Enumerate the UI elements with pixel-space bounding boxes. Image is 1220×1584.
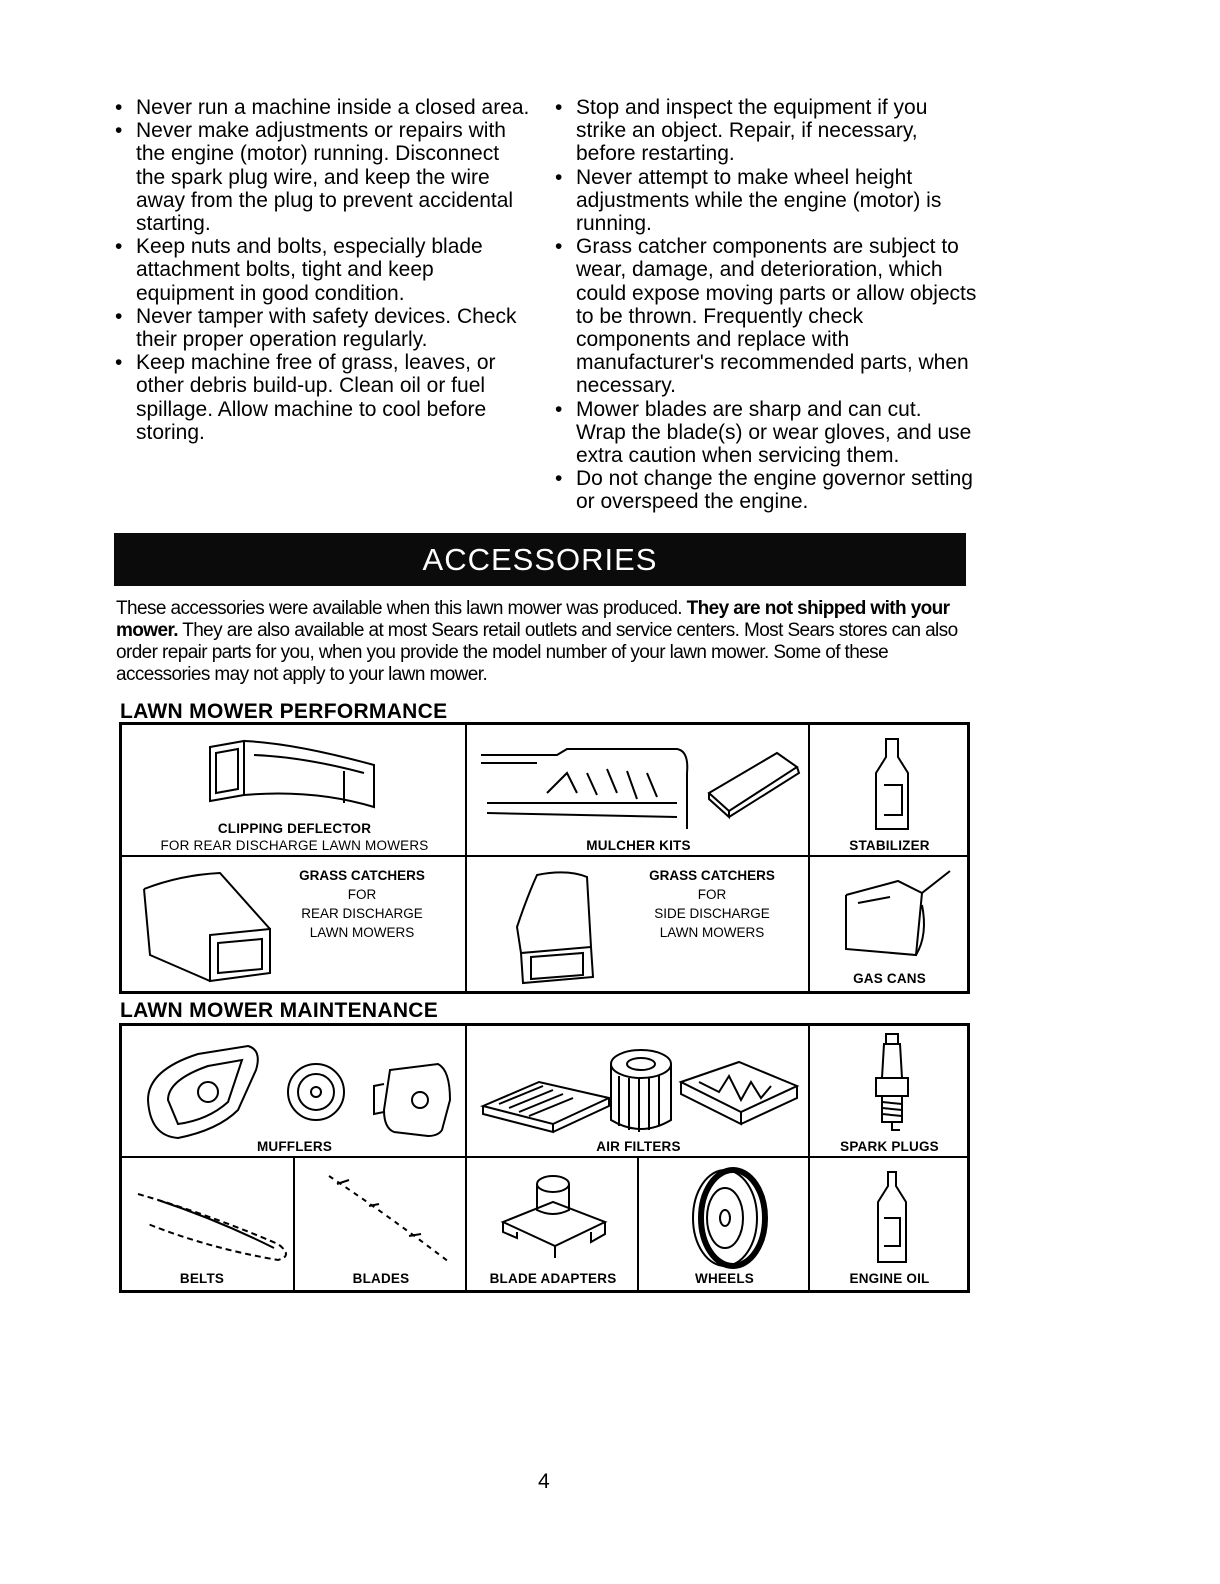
engine-oil-cell [809,1157,968,1291]
blade-adapters-cell [466,1157,638,1291]
wheels-cell [638,1157,809,1291]
side-catchers-line-3: SIDE DISCHARGE [654,906,770,921]
mufflers-icon [138,1040,458,1140]
maintenance-heading: LAWN MOWER MAINTENANCE [120,999,439,1022]
banner-title: ACCESSORIES [422,541,658,577]
accessories-banner [114,533,966,586]
safety-rules-left-column [112,96,532,444]
stabilizer-cell [809,724,968,856]
mufflers-cell [121,1025,466,1157]
safety-rule: • Stop and inspect the equipment if you strike an object. Repair, if necessary, before restarting. [552,96,977,166]
rear-grass-catchers-label [262,866,462,942]
gas-cans-cell [809,856,968,992]
safety-rule: • Never attempt to make wheel height adjustments while the engine (motor) is running. [552,166,977,236]
side-catchers-line-1: GRASS CATCHERS [649,868,775,883]
safety-rule: • Keep nuts and bolts, especially blade attachment bolts, tight and keep equipment in good condition. [112,235,532,305]
rear-catchers-line-2: FOR [347,887,377,902]
rear-catchers-line-4: LAWN MOWERS [309,925,415,940]
belts-cell [121,1157,294,1291]
side-grass-catcher-icon [507,867,607,987]
rear-grass-catchers-cell [121,856,466,992]
stabilizer-label: STABILIZER [849,838,930,853]
gas-can-icon [838,865,958,961]
side-catchers-line-4: LAWN MOWERS [659,925,765,940]
intro-text-2: They are also available at most Sears retail outlets and service centers. Most Sears stores can also order repair parts for you, when you provide the model number of your lawn mower. Some of these accessories may not apply to your lawn mower. [116,620,958,685]
accessories-intro [116,598,976,686]
rear-catchers-line-1: GRASS CATCHERS [299,868,425,883]
safety-rule: • Never tamper with safety devices. Check their proper operation regularly. [112,305,532,351]
spark-plugs-label: SPARK PLUGS [840,1139,939,1154]
mulcher-kits-label: MULCHER KITS [586,838,691,853]
maintenance-grid [119,1023,970,1293]
intro-bold-note: They are not shipped with your mower. [116,598,950,641]
safety-rule: • Mower blades are sharp and can cut. Wrap the blade(s) or wear gloves, and use extra caution when servicing them. [552,398,977,468]
blades-cell [294,1157,466,1291]
blades-icon [309,1166,459,1266]
safety-rule: • Do not change the engine governor setting or overspeed the engine. [552,467,977,513]
belts-label: BELTS [179,1271,225,1286]
rear-grass-catcher-icon [140,869,280,984]
clipping-deflector-label: CLIPPING DEFLECTOR [217,821,372,836]
blade-adapter-icon [493,1166,613,1266]
side-grass-catchers-label [617,866,807,942]
page-number: 4 [538,1470,550,1493]
engine-oil-label: ENGINE OIL [849,1271,930,1286]
mufflers-label: MUFFLERS [256,1139,333,1154]
belts-icon [128,1164,292,1264]
side-catchers-line-2: FOR [697,887,727,902]
intro-text-1: These accessories were available when this lawn mower was produced. [116,598,687,619]
side-grass-catchers-cell [466,856,809,992]
safety-rule: • Keep machine free of grass, leaves, or other debris build-up. Clean oil or fuel spillage. Allow machine to cool before storing. [112,351,532,444]
performance-grid [119,722,970,994]
clipping-deflector-icon [204,737,384,817]
air-filters-icon [479,1042,801,1138]
spark-plug-icon [868,1030,916,1138]
mulcher-kit-icon [477,733,807,833]
gas-cans-label: GAS CANS [853,971,926,986]
safety-rules-right-column [552,96,977,514]
safety-rule: • Never make adjustments or repairs with the engine (motor) running. Disconnect the spark plug wire, and keep the wire away from the plug to prevent accidental starting. [112,119,532,235]
blades-label: BLADES [352,1271,410,1286]
safety-rule: • Grass catcher components are subject to wear, damage, and deterioration, which could expose moving parts or allow objects to be thrown. Frequently check components and replace with manufacturer's recommended parts, when necessary. [552,235,977,397]
air-filters-label: AIR FILTERS [596,1139,681,1154]
clipping-deflector-sublabel: FOR REAR DISCHARGE LAWN MOWERS [160,838,429,853]
spark-plugs-cell [809,1025,968,1157]
air-filters-cell [466,1025,809,1157]
wheels-label: WHEELS [695,1271,754,1286]
engine-oil-bottle-icon [862,1168,922,1268]
safety-rule: • Never run a machine inside a closed area. [112,96,532,119]
performance-heading: LAWN MOWER PERFORMANCE [120,700,448,723]
mulcher-kits-cell [466,724,809,856]
wheel-icon [683,1164,773,1272]
stabilizer-bottle-icon [862,735,922,835]
rear-catchers-line-3: REAR DISCHARGE [301,906,423,921]
clipping-deflector-cell [121,724,466,856]
blade-adapters-label: BLADE ADAPTERS [489,1271,617,1286]
